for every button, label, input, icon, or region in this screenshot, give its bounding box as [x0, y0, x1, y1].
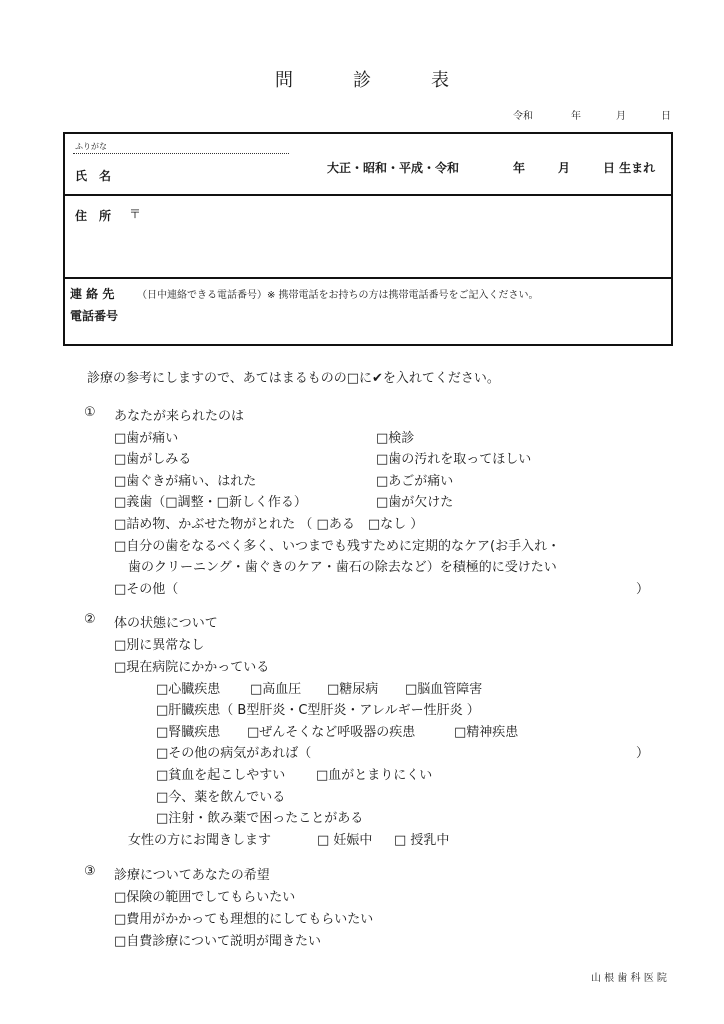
q2-number: ②: [84, 612, 96, 627]
name-label: 氏 名: [75, 169, 112, 183]
q1-option[interactable]: □歯の汚れを取ってほしい: [376, 452, 532, 467]
address-label: 住 所: [75, 209, 112, 223]
q2-option[interactable]: □現在病院にかかっている: [114, 660, 270, 675]
q2-option[interactable]: □血がとまりにくい: [316, 768, 433, 783]
q1-other-close: ）: [636, 582, 650, 597]
q2-option[interactable]: □別に異常なし: [114, 638, 205, 653]
q3-title: 診療についてあなたの希望: [114, 868, 270, 883]
female-question: 女性の方にお聞きします: [128, 833, 272, 848]
pregnant-option[interactable]: □ 妊娠中: [317, 833, 373, 848]
q2-disease-option[interactable]: □脳血管障害: [405, 682, 483, 697]
q1-option[interactable]: □歯ぐきが痛い、はれた: [114, 474, 257, 489]
birth-day-label: 日 生まれ: [603, 161, 656, 175]
title-char: 表: [431, 70, 449, 91]
furigana-label: ふりがな: [75, 142, 107, 151]
q2-disease-option[interactable]: □腎臓疾患: [156, 725, 221, 740]
date-year: 年: [571, 111, 581, 122]
postal-mark: 〒: [129, 207, 142, 221]
q1-filling-option[interactable]: □詰め物、かぶせた物がとれた （ □ある □なし ）: [114, 517, 424, 532]
q1-option[interactable]: □検診: [376, 431, 415, 446]
title-char: 問: [275, 70, 293, 91]
q1-number: ①: [84, 405, 96, 420]
q3-option[interactable]: □保険の範囲でしてもらいたい: [114, 890, 296, 905]
q2-disease-option[interactable]: □肝臓疾患（ B型肝炎・C型肝炎・アレルギー性肝炎 ）: [156, 703, 480, 718]
furigana-line: [73, 153, 289, 154]
instruction-text: 診療の参考にしますので、あてはまるものの□に✔を入れてください。: [87, 371, 500, 386]
q1-option[interactable]: □歯がしみる: [114, 452, 192, 467]
q2-disease-option[interactable]: □ぜんそくなど呼吸器の疾患: [247, 725, 416, 740]
q1-title: あなたが来られたのは: [114, 409, 245, 424]
birth-year-label: 年: [513, 161, 526, 175]
q2-disease-option[interactable]: □心臓疾患: [156, 682, 221, 697]
q3-option[interactable]: □費用がかかっても理想的にしてもらいたい: [114, 912, 374, 927]
contact-note: （日中連絡できる電話番号）※ 携帯電話をお持ちの方は携帯電話番号をご記入ください。: [137, 290, 539, 301]
q1-other-option[interactable]: □その他（: [114, 582, 179, 597]
name-box[interactable]: [63, 132, 673, 196]
contact-box[interactable]: [63, 278, 673, 346]
date-day: 日: [661, 111, 671, 122]
contact-label: 連 絡 先: [70, 287, 115, 301]
q1-option[interactable]: □義歯（□調整・□新しく作る）: [114, 495, 307, 510]
title-char: 診: [353, 70, 371, 91]
q1-care-option[interactable]: □自分の歯をなるべく多く、いつまでも残すために定期的なケア(お手入れ・: [114, 539, 561, 554]
q2-title: 体の状態について: [114, 616, 218, 631]
q2-option[interactable]: □貧血を起こしやすい: [156, 768, 286, 783]
q2-option[interactable]: □注射・飲み薬で困ったことがある: [156, 811, 364, 826]
q1-option[interactable]: □あごが痛い: [376, 474, 454, 489]
q2-disease-option[interactable]: □糖尿病: [327, 682, 379, 697]
era-options: 大正・昭和・平成・令和: [327, 161, 460, 175]
q2-disease-option[interactable]: □高血圧: [250, 682, 302, 697]
q3-number: ③: [84, 864, 96, 879]
nursing-option[interactable]: □ 授乳中: [394, 833, 450, 848]
clinic-name: 山 根 歯 科 医 院: [591, 973, 667, 984]
q2-option[interactable]: □今、薬を飲んでいる: [156, 790, 286, 805]
q1-care-option-cont: 歯のクリーニング・歯ぐきのケア・歯石の除去など）を積極的に受けたい: [128, 560, 557, 575]
q2-other-option[interactable]: □その他の病気があれば（: [156, 746, 312, 761]
q2-other-close: ）: [636, 746, 650, 761]
date-month: 月: [616, 111, 626, 122]
q1-option[interactable]: □歯が欠けた: [376, 495, 454, 510]
q2-disease-option[interactable]: □精神疾患: [454, 725, 519, 740]
address-box[interactable]: [63, 195, 673, 279]
q1-option[interactable]: □歯が痛い: [114, 431, 179, 446]
date-era: 令和: [513, 111, 533, 122]
q3-option[interactable]: □自費診療について説明が聞きたい: [114, 934, 322, 949]
birth-month-label: 月: [558, 161, 571, 175]
phone-label: 電話番号: [70, 309, 119, 323]
page-title: [0, 66, 724, 92]
